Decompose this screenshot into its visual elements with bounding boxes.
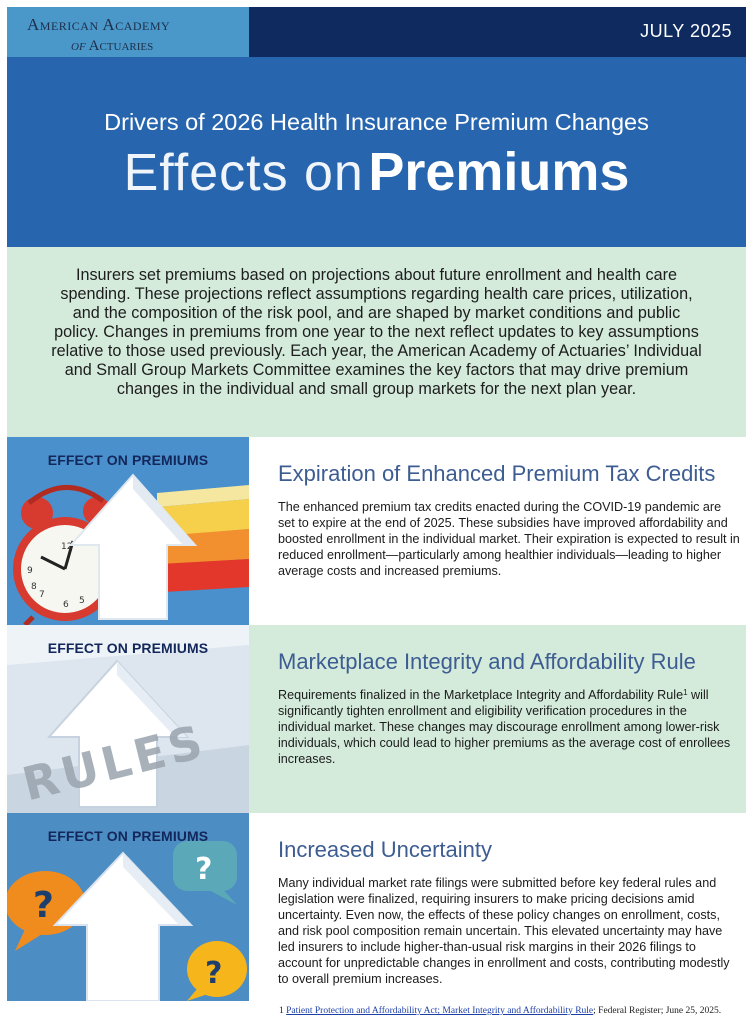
section-title: Expiration of Enhanced Premium Tax Credits [278,461,716,486]
rules-image [7,625,249,813]
svg-text:6: 6 [63,600,69,610]
svg-text:12: 12 [61,542,73,552]
section-body [278,687,740,767]
logo-actuaries: Actuaries [88,38,154,54]
section-tax-credits [7,437,746,625]
footnote-number: 1 [279,1006,284,1016]
section-body: Many individual market rate filings were submitted before key federal rules and legislation were finalized, requiring insurers to make pricing decisions amid uncertainty. Even now, the effects of these policy changes on enrollment, costs, and risk pool composition remain uncertain. This elevated uncertainty may have led insurers to include higher-than-usual risk margins in their 2026 filings to account for unpredictable changes in enrollment and costs, contributing modestly to overall premium increases. [278,876,730,986]
alarm-clock-image [7,437,249,625]
footnote-rest: ; Federal Register; June 25, 2025. [593,1006,722,1016]
footnote [279,1006,721,1016]
section-title: Marketplace Integrity and Affordability Rule [278,649,696,674]
section-uncertainty [7,813,746,1001]
logo-of: of [71,37,86,54]
section-body-part-2: will significantly tighten enrollment and eligibility verification procedures in the individual market. These changes may discourage enrollment among lower-risk individuals, which could lead to higher premiums as the average cost of enrollees increases. [278,688,731,766]
section-body-part-1: Requirements finalized in the Marketplace Integrity and Affordability Rule [278,688,684,702]
effect-label: EFFECT ON PREMIUMS [47,452,209,468]
date-bar [249,7,746,57]
effect-label: EFFECT ON PREMIUMS [47,828,209,844]
svg-text:?: ? [33,885,54,926]
logo-line-1: American Academy [27,15,171,34]
svg-text:7: 7 [39,590,45,600]
footnote-link[interactable]: Patient Protection and Affordability Act; Market Integrity and Affordability Rule [286,1006,594,1016]
logo-line-2 [71,37,153,55]
logo [7,7,249,57]
rules-word: RULES [17,713,212,812]
section-integrity-rule [7,625,746,813]
page-title-bold: Premiums [368,142,630,202]
section-body: The enhanced premium tax credits enacted during the COVID-19 pandemic are set to expire at the end of 2025. These subsidies have improved affordability and boosted enrollment in the individual market. Their expiration is expected to result in reduced enrollment—particularly among healthier individuals—leading to higher average costs and increased premiums. [278,500,740,578]
title-band [7,57,746,247]
page-title [7,141,746,203]
footnote-reference: 1 [683,688,688,697]
page-subtitle: Drivers of 2026 Health Insurance Premium Changes [104,109,649,135]
svg-text:?: ? [195,852,213,887]
svg-text:5: 5 [79,596,85,606]
page-title-light: Effects on [123,144,364,202]
intro-paragraph: Insurers set premiums based on projections about future enrollment and health care spending. These projections reflect assumptions regarding health care prices, utilization, and the composition of the risk pool, and are shaped by market conditions and public policy. Changes in premiums from one year to the next reflect updates to key assumptions relative to those used previously. Each year, the American Academy of Actuaries’ Individual and Small Group Markets Committee examines the key factors that may drive premium changes in the individual and small group markets for the next plan year. [51,266,702,398]
section-title: Increased Uncertainty [278,837,492,862]
effect-label: EFFECT ON PREMIUMS [47,640,209,656]
svg-text:8: 8 [31,582,37,592]
publication-date: JULY 2025 [640,21,732,41]
question-bubbles-image [7,813,249,1001]
svg-text:?: ? [205,956,223,991]
intro-band [7,247,746,437]
svg-text:9: 9 [27,566,33,576]
